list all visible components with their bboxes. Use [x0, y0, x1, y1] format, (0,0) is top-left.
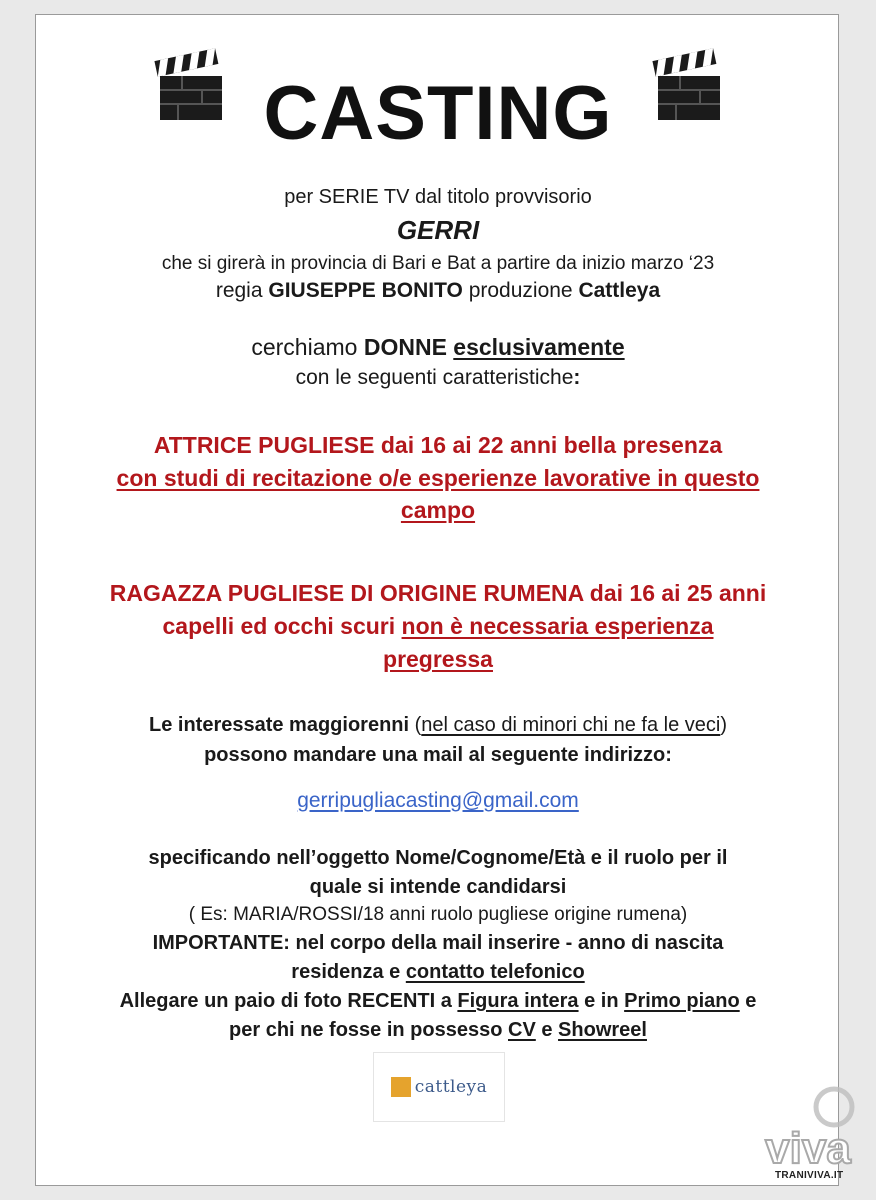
paren-text: nel caso di minori chi ne fa le veci	[421, 714, 721, 736]
shooting-location: che si girerà in provincia di Bari e Bat a partire da inizio marzo ‘23	[161, 253, 715, 274]
producer-name: Cattleya	[578, 279, 661, 302]
residence-line	[0, 961, 876, 984]
example-line: ( Es: MARIA/ROSSI/18 anni ruolo pugliese origine rumena)	[188, 904, 688, 925]
cattleya-logo	[373, 1052, 505, 1122]
casting-title: CASTING	[263, 71, 613, 156]
characteristics-line	[0, 366, 876, 390]
residence-prefix: residenza e	[291, 961, 406, 983]
search-line	[0, 334, 876, 361]
showreel-label: Showreel	[558, 1019, 647, 1041]
characteristics-text: con le seguenti caratteristiche	[295, 366, 574, 389]
cv-label: CV	[508, 1019, 536, 1041]
paren-open: (	[409, 714, 422, 736]
role1-line1: ATTRICE PUGLIESE dai 16 ai 22 anni bella presenza	[153, 432, 723, 458]
attach-mid: e in	[578, 990, 625, 1012]
cattleya-logo-text: cattleya	[414, 1077, 488, 1097]
watermark-mark: viva	[765, 1124, 851, 1173]
subject-line1: specificando nell’oggetto Nome/Cognome/Età e il ruolo per il	[148, 847, 728, 869]
production-prefix: produzione	[462, 279, 579, 302]
cattleya-logo-mark	[391, 1077, 411, 1097]
attach-full: Figura intera	[457, 990, 579, 1012]
direction-prefix: regia	[215, 279, 269, 302]
attach-prefix: Allegare un paio di foto RECENTI a	[119, 990, 458, 1012]
role2-line2-underlined: non è necessaria esperienza	[401, 613, 714, 639]
series-subtitle: per SERIE TV dal titolo provvisorio	[284, 186, 592, 208]
cv-prefix: per chi ne fosse in possesso	[229, 1019, 508, 1041]
role2-line2-plain: capelli ed occhi scuri	[162, 613, 402, 639]
search-prefix: cerchiamo	[251, 334, 364, 360]
role2-line2	[0, 613, 876, 640]
direction-line	[0, 279, 876, 303]
role2-line1: RAGAZZA PUGLIESE DI ORIGINE RUMENA dai 16 ai 25 anni	[109, 580, 767, 606]
role1-line2: con studi di recitazione o/e esperienze lavorative in questo	[116, 465, 760, 491]
attach-line	[0, 990, 876, 1013]
series-name: GERRI	[396, 215, 480, 245]
attach-end: e	[739, 990, 757, 1012]
subject-line2: quale si intende candidarsi	[309, 876, 567, 898]
watermark-site: TRANIVIVA.IT	[775, 1170, 844, 1181]
role1-line3: campo	[400, 497, 476, 523]
interested-bold: Le interessate maggiorenni	[148, 714, 410, 736]
search-emphasis: esclusivamente	[453, 334, 625, 360]
important-line	[0, 932, 876, 955]
attach-close: Primo piano	[624, 990, 740, 1012]
director-name: GIUSEPPE BONITO	[268, 279, 463, 302]
cv-line	[0, 1019, 876, 1042]
email-link[interactable]: gerripugliacasting@gmail.com	[297, 789, 579, 812]
residence-contact: contatto telefonico	[405, 961, 585, 983]
characteristics-colon: :	[573, 366, 581, 389]
cv-mid: e	[535, 1019, 559, 1041]
interested-line	[0, 714, 876, 737]
role2-line3: pregressa	[383, 646, 493, 672]
important-label: IMPORTANTE:	[152, 932, 290, 954]
search-target: DONNE	[363, 334, 447, 360]
important-text: nel corpo della mail inserire - anno di nascita	[289, 932, 724, 954]
paren-close: )	[720, 714, 727, 736]
send-line: possono mandare una mail al seguente indirizzo:	[204, 744, 672, 766]
